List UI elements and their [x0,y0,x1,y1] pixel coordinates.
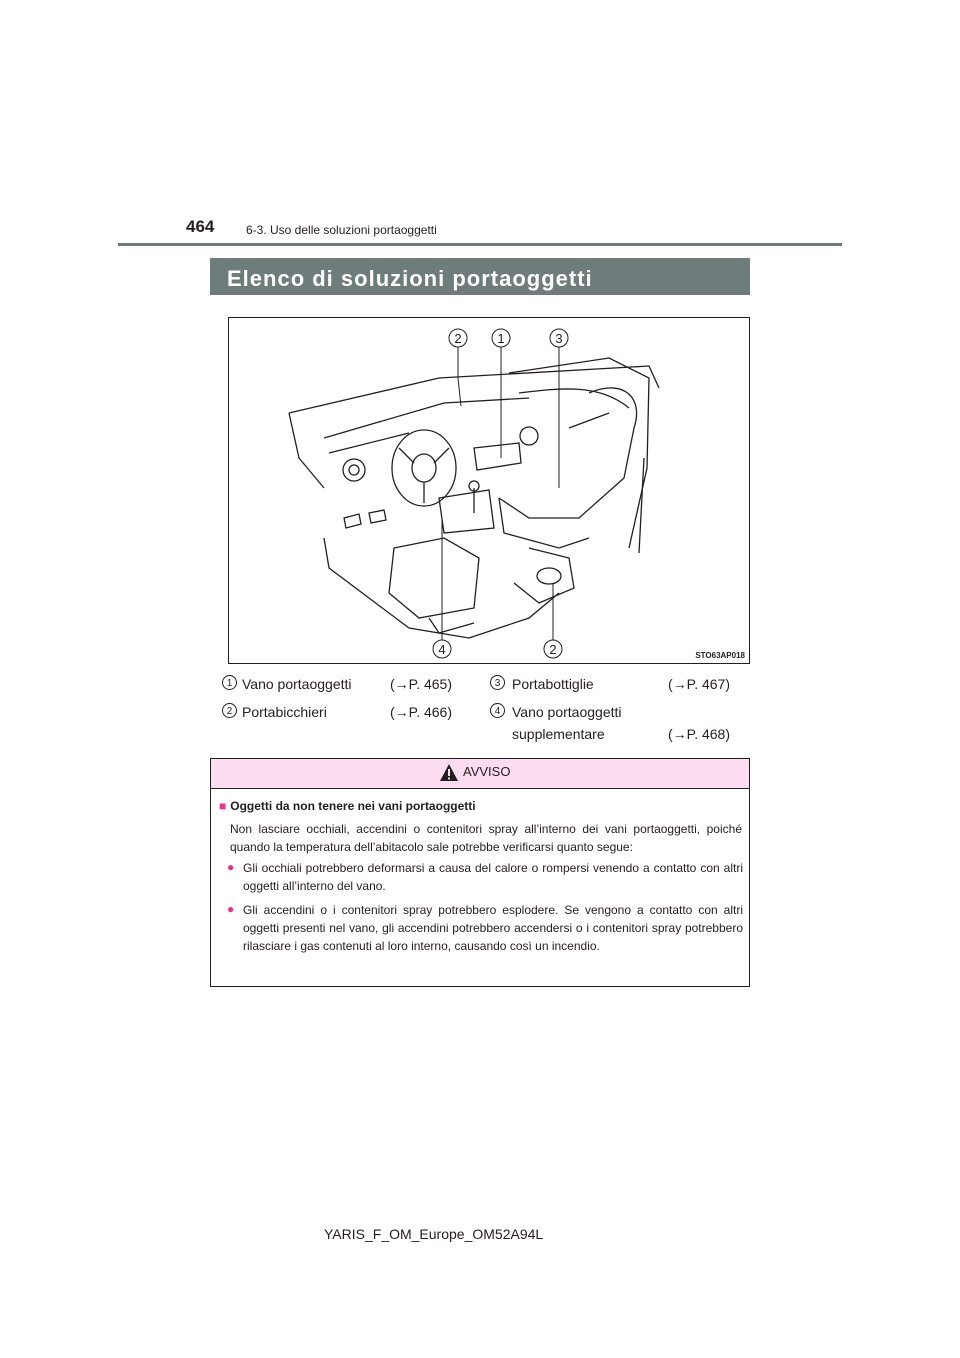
callout-1-label: 1 [497,331,505,346]
legend-num-1: 1 [222,675,237,690]
callout-2-bottom-label: 2 [549,642,557,657]
warning-box [210,758,750,987]
square-bullet-icon: ■ [219,799,227,813]
warning-intro: Non lasciare occhiali, accendini o contenitori spray all’interno dei vani portaoggetti, poiché quando la temperatura dell’abitacolo sale potrebbe verificarsi quanto segue: [230,822,742,854]
warning-icon [439,763,459,782]
car-interior-drawing [229,318,750,664]
callout-3-label: 3 [555,331,563,346]
legend-label-1: Vano portaoggetti [242,676,352,692]
legend-label-4-line2: supplementare [512,726,605,742]
callout-4-label: 4 [438,642,446,657]
footer-code: YARIS_F_OM_Europe_OM52A94L [324,1226,544,1242]
legend-ref-1[interactable]: (→P. 465) [390,676,452,692]
interior-illustration [228,317,750,664]
page-title [210,258,750,295]
warning-bullet-2: Gli accendini o i contenitori spray potrebbero esplodere. Se vengono a contatto con altri oggetti presenti nel vano, gli accendini potrebbero accendersi o i contenitori spray potrebbero rilasciare i gas contenuti al loro interno, causando così un incendio. [243,903,743,953]
legend-num-2: 2 [222,703,237,718]
section-title: 6-3. Uso delle soluzioni portaoggetti [246,223,437,237]
warning-title: AVVISO [463,764,511,779]
legend-num-3: 3 [490,675,505,690]
callout-2-top-label: 2 [454,331,462,346]
legend-label-2: Portabicchieri [242,704,327,720]
figure-code: STO63AP018 [695,651,745,660]
warning-heading [219,799,476,813]
warning-bullet-1: Gli occhiali potrebbero deformarsi a causa del calore o rompersi venendo a contatto con altri oggetti all’interno del vano. [243,861,743,893]
bullet-dot-icon: ● [227,860,235,874]
legend-label-3: Portabottiglie [512,676,594,692]
legend-num-4: 4 [490,703,505,718]
warning-heading-text: Oggetti da non tenere nei vani portaoggetti [230,799,476,813]
legend-ref-4[interactable]: (→P. 468) [668,726,730,742]
legend-ref-3[interactable]: (→P. 467) [668,676,730,692]
page-number: 464 [186,217,215,236]
legend-ref-2[interactable]: (→P. 466) [390,704,452,720]
warning-header [211,759,749,789]
legend-label-4: Vano portaoggetti [512,704,622,720]
page-title-text: Elenco di soluzioni portaoggetti [227,266,593,291]
header-rule [118,243,842,246]
bullet-dot-icon: ● [227,902,235,916]
